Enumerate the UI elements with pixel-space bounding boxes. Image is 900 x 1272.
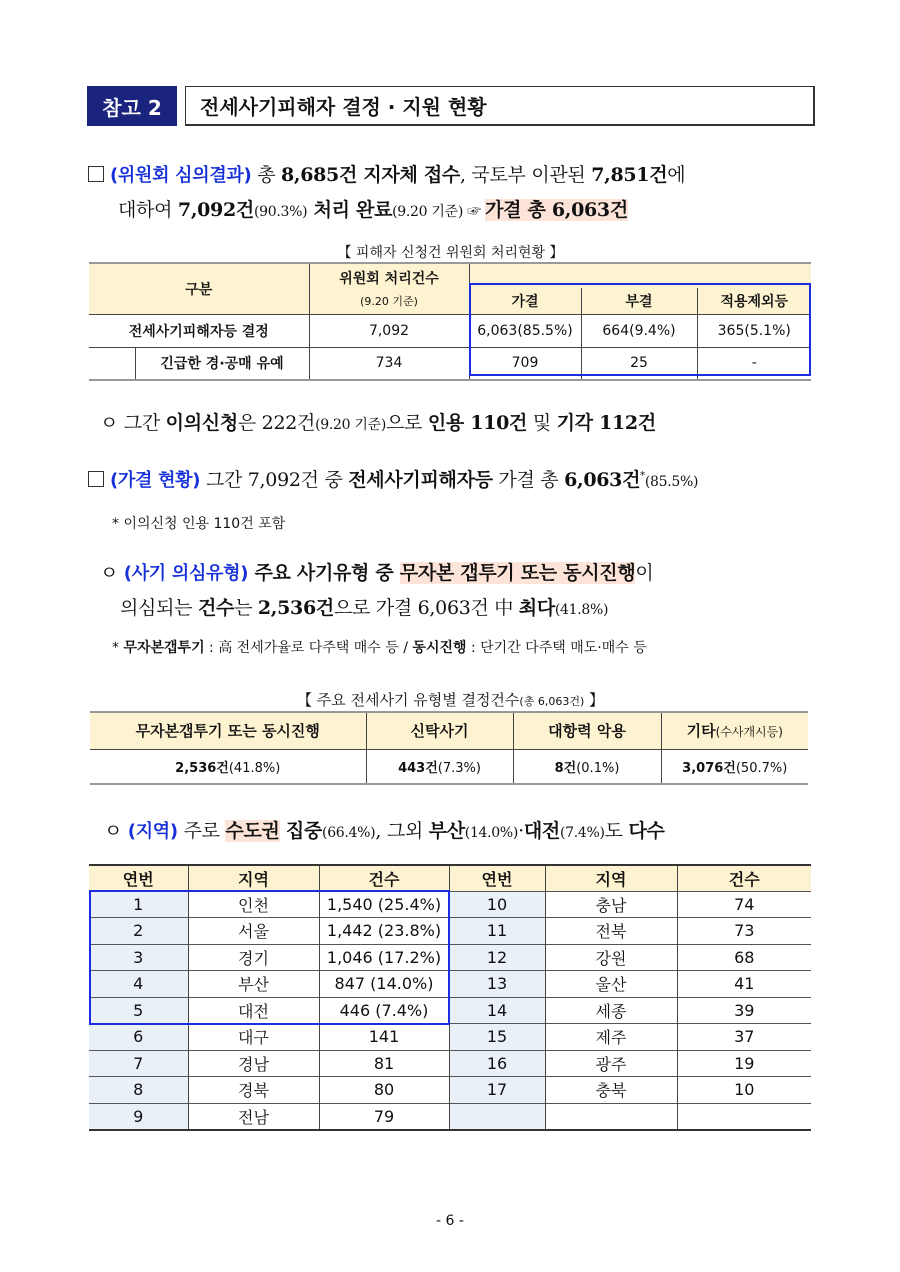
text-small: (수사개시등) — [715, 725, 783, 740]
cell-region: 대구 — [188, 1024, 319, 1051]
count: 443건 — [398, 760, 438, 776]
cell-value — [90, 749, 366, 784]
table-row — [89, 1103, 811, 1130]
cell-region: 충남 — [545, 891, 677, 918]
cell-no: 13 — [449, 971, 545, 998]
text-bold: 무자본갭투기 — [123, 640, 205, 656]
cell-count: 73 — [734, 921, 755, 941]
header-approved: 가결 — [469, 288, 581, 314]
cell-approved: 709 — [469, 347, 581, 380]
cell-rejected: 664(9.4%) — [581, 314, 697, 347]
text: 은 222건 — [237, 412, 316, 434]
cell-approved: 6,063(85.5%) — [469, 314, 581, 347]
text-small: (9.20 기준) — [392, 204, 464, 220]
cell-count: 74 — [734, 894, 755, 914]
cell-region — [545, 1103, 677, 1130]
pct: (41.8%) — [228, 760, 281, 776]
cell-no: 4 — [89, 971, 188, 998]
text: 으로 — [386, 412, 428, 434]
page-number: - 6 - — [436, 1213, 464, 1229]
table2-caption — [88, 689, 813, 710]
text-bold: 부산 — [428, 820, 465, 842]
cell-region: 세종 — [545, 997, 677, 1024]
header-trust-fraud: 신탁사기 — [366, 712, 513, 749]
page-title: 전세사기피해자 결정 · 지원 현황 — [185, 86, 815, 126]
header-rejected: 부결 — [581, 288, 697, 314]
cell-no: 7 — [89, 1050, 188, 1077]
row-label: 전세사기피해자등 결정 — [89, 314, 309, 347]
fraud-type-label: (사기 의심유형) — [123, 563, 249, 584]
text-bold: 최다 — [518, 597, 555, 619]
text-small: (총 6,063건) — [519, 695, 585, 708]
text-bold: 집중 — [279, 820, 323, 842]
section2-line — [88, 465, 698, 492]
table-row — [89, 944, 811, 971]
cell-region: 인천 — [188, 891, 319, 918]
footnote-mark: * — [640, 470, 645, 482]
cell-rejected: 25 — [581, 347, 697, 380]
fraud-type-line1 — [100, 558, 653, 585]
text-bold: 8,685건 지자체 접수 — [280, 164, 460, 186]
section1-line1 — [88, 160, 685, 187]
cell-value — [661, 749, 808, 784]
highlight-text: 수도권 — [225, 820, 280, 842]
cell-no: 15 — [449, 1024, 545, 1051]
cell-no: 17 — [449, 1077, 545, 1104]
cell-count: 141 — [319, 1024, 449, 1051]
cell-region: 전북 — [545, 918, 677, 945]
fraud-type-table — [90, 711, 808, 785]
table-row — [89, 347, 811, 380]
text: 그간 7,092건 중 — [200, 469, 349, 491]
cell-value — [366, 749, 513, 784]
count: 8건 — [554, 760, 577, 776]
cell-count: 19 — [734, 1053, 755, 1073]
table-row — [89, 891, 811, 918]
cell-count — [677, 1103, 811, 1130]
fraud-type-note — [112, 637, 647, 657]
text-small: (41.8%) — [554, 602, 609, 618]
cell-count: 847 (14.0%) — [319, 971, 449, 998]
fraud-type-line2 — [120, 593, 608, 620]
header-blank — [469, 263, 811, 288]
text-bold: 기타 — [686, 722, 716, 741]
text: * — [112, 640, 124, 656]
text-bold: 동시진행 — [412, 640, 467, 656]
cell-excluded: 365(5.1%) — [697, 314, 811, 347]
highlight-text: 가결 총 6,063건 — [485, 199, 628, 221]
header-excluded: 적용제외등 — [697, 288, 811, 314]
cell-no: 10 — [449, 891, 545, 918]
text: 도 — [604, 820, 629, 842]
text: , 그외 — [375, 820, 429, 842]
header-other — [661, 712, 808, 749]
count: 3,076건 — [682, 760, 736, 776]
cell-region: 경북 — [188, 1077, 319, 1104]
cell-region: 울산 — [545, 971, 677, 998]
text: , 국토부 이관된 — [459, 164, 592, 186]
text-bold: 이의신청 — [165, 412, 238, 434]
text-bold: 7,092건 — [177, 199, 254, 221]
section2-note: * 이의신청 인용 110건 포함 — [112, 516, 286, 532]
table-row — [89, 1050, 811, 1077]
cell-region: 전남 — [188, 1103, 319, 1130]
indent-cell — [89, 347, 135, 380]
section2-label: (가결 현황) — [110, 470, 201, 491]
cell-region: 대전 — [188, 997, 319, 1024]
cell-count: 39 — [734, 1000, 755, 1020]
cell-count: 41 — [734, 974, 755, 994]
header-count: 건수 — [319, 865, 449, 891]
committee-processing-table — [89, 262, 811, 381]
pointing-hand-icon: ☞ — [463, 204, 486, 220]
text: 】 — [584, 691, 605, 709]
cell-no: 11 — [449, 918, 545, 945]
appeal-line — [100, 408, 656, 435]
cell-count: 446 (7.4%) — [319, 997, 449, 1024]
header-processed-sub: (9.20 기준) — [309, 288, 469, 314]
header-gap-investment: 무자본갭투기 또는 동시진행 — [90, 712, 366, 749]
pct: (0.1%) — [576, 760, 620, 776]
region-table — [89, 864, 811, 1131]
text: 총 — [257, 164, 281, 186]
header-category: 구분 — [89, 263, 309, 314]
cell-region: 충북 — [545, 1077, 677, 1104]
region-line — [104, 816, 665, 843]
cell-no — [449, 1103, 545, 1130]
cell-no: 14 — [449, 997, 545, 1024]
cell-region: 경남 — [188, 1050, 319, 1077]
cell-count: 79 — [319, 1103, 449, 1130]
table-row — [89, 314, 811, 347]
cell-count: 80 — [319, 1077, 449, 1104]
cell-value — [513, 749, 661, 784]
section1-line2 — [118, 195, 628, 222]
bullet-icon: ㅇ — [104, 820, 128, 842]
row-label: 긴급한 경·공매 유예 — [135, 347, 309, 380]
text-bold: 전세사기피해자등 — [348, 469, 493, 491]
bullet-icon: ㅇ — [100, 562, 124, 584]
cell-no: 1 — [89, 891, 188, 918]
table-row — [89, 1077, 811, 1104]
cell-no: 12 — [449, 944, 545, 971]
cell-region: 광주 — [545, 1050, 677, 1077]
cell-region: 서울 — [188, 918, 319, 945]
checkbox-square-icon — [88, 471, 104, 487]
header-count: 건수 — [677, 865, 811, 891]
cell-region: 부산 — [188, 971, 319, 998]
cell-count: 1,046 (17.2%) — [319, 944, 449, 971]
header-region: 지역 — [188, 865, 319, 891]
count: 2,536건 — [175, 760, 229, 776]
pct: (50.7%) — [735, 760, 788, 776]
cell-region: 경기 — [188, 944, 319, 971]
table-row — [90, 749, 808, 784]
text-bold: 기각 112건 — [556, 412, 656, 434]
table-row — [89, 971, 811, 998]
checkbox-square-icon — [88, 166, 104, 182]
highlight-text: 무자본 갭투기 또는 동시진행 — [399, 562, 636, 584]
cell-no: 9 — [89, 1103, 188, 1130]
text-bold: 건수 — [197, 597, 235, 619]
text: 【 주요 전세사기 유형별 결정건수 — [296, 691, 520, 709]
table-row — [89, 1024, 811, 1051]
cell-no: 8 — [89, 1077, 188, 1104]
cell-count: 1,442 (23.8%) — [319, 918, 449, 945]
text: ㅇ 그간 — [100, 412, 166, 434]
text-bold: 주요 사기유형 중 — [248, 562, 400, 584]
text: 대하여 — [118, 199, 178, 221]
table-row — [89, 997, 811, 1024]
text-small: (90.3%) — [253, 204, 308, 220]
header-no: 연번 — [89, 865, 188, 891]
pct: (7.3%) — [437, 760, 481, 776]
cell-no: 6 — [89, 1024, 188, 1051]
header-no: 연번 — [449, 865, 545, 891]
text: 및 — [527, 412, 557, 434]
table-row — [89, 918, 811, 945]
table1-caption: 【 피해자 신청건 위원회 처리현황 】 — [337, 245, 564, 261]
header-processed: 위원회 처리건수 — [309, 263, 469, 288]
text-bold: 처리 완료 — [307, 199, 393, 221]
reference-badge: 참고 2 — [87, 86, 177, 126]
text: : 高 전세가율로 다주택 매수 등 / — [204, 640, 413, 656]
text-bold: 7,851건 — [591, 164, 668, 186]
text-bold: 2,536건 — [257, 597, 334, 619]
text-bold: 6,063건 — [564, 469, 641, 491]
text: 가결 총 — [492, 469, 565, 491]
text-small: (7.4%) — [559, 825, 605, 841]
text: 이 — [635, 562, 654, 584]
text-bold: 다수 — [628, 820, 665, 842]
cell-region: 제주 — [545, 1024, 677, 1051]
text-bold: 인용 110건 — [427, 412, 528, 434]
text: 으로 가결 6,063건 中 — [333, 597, 519, 619]
text: : 단기간 다주택 매도·매수 등 — [466, 640, 647, 656]
text-small: (9.20 기준) — [315, 417, 386, 433]
text-small: (85.5%) — [644, 474, 699, 490]
text: 주로 — [177, 820, 226, 842]
section1-label: (위원회 심의결과) — [110, 165, 252, 186]
cell-no: 2 — [89, 918, 188, 945]
text-small: (66.4%) — [322, 825, 376, 841]
cell-no: 16 — [449, 1050, 545, 1077]
text: · — [518, 820, 524, 842]
cell-no: 3 — [89, 944, 188, 971]
region-label: (지역) — [127, 821, 178, 842]
cell-count: 10 — [734, 1080, 755, 1100]
text-bold: 대전 — [523, 820, 560, 842]
text: 는 — [234, 597, 258, 619]
header-opposing-power: 대항력 악용 — [513, 712, 661, 749]
text-small: (14.0%) — [464, 825, 519, 841]
header-region: 지역 — [545, 865, 677, 891]
cell-processed: 7,092 — [309, 314, 469, 347]
cell-count: 81 — [319, 1050, 449, 1077]
cell-count: 68 — [734, 947, 755, 967]
cell-count: 1,540 (25.4%) — [319, 891, 449, 918]
cell-processed: 734 — [309, 347, 469, 380]
cell-excluded: - — [751, 355, 757, 372]
cell-no: 5 — [89, 997, 188, 1024]
cell-count: 37 — [734, 1027, 755, 1047]
text: 에 — [667, 164, 686, 186]
text: 의심되는 — [120, 597, 198, 619]
cell-region: 강원 — [545, 944, 677, 971]
